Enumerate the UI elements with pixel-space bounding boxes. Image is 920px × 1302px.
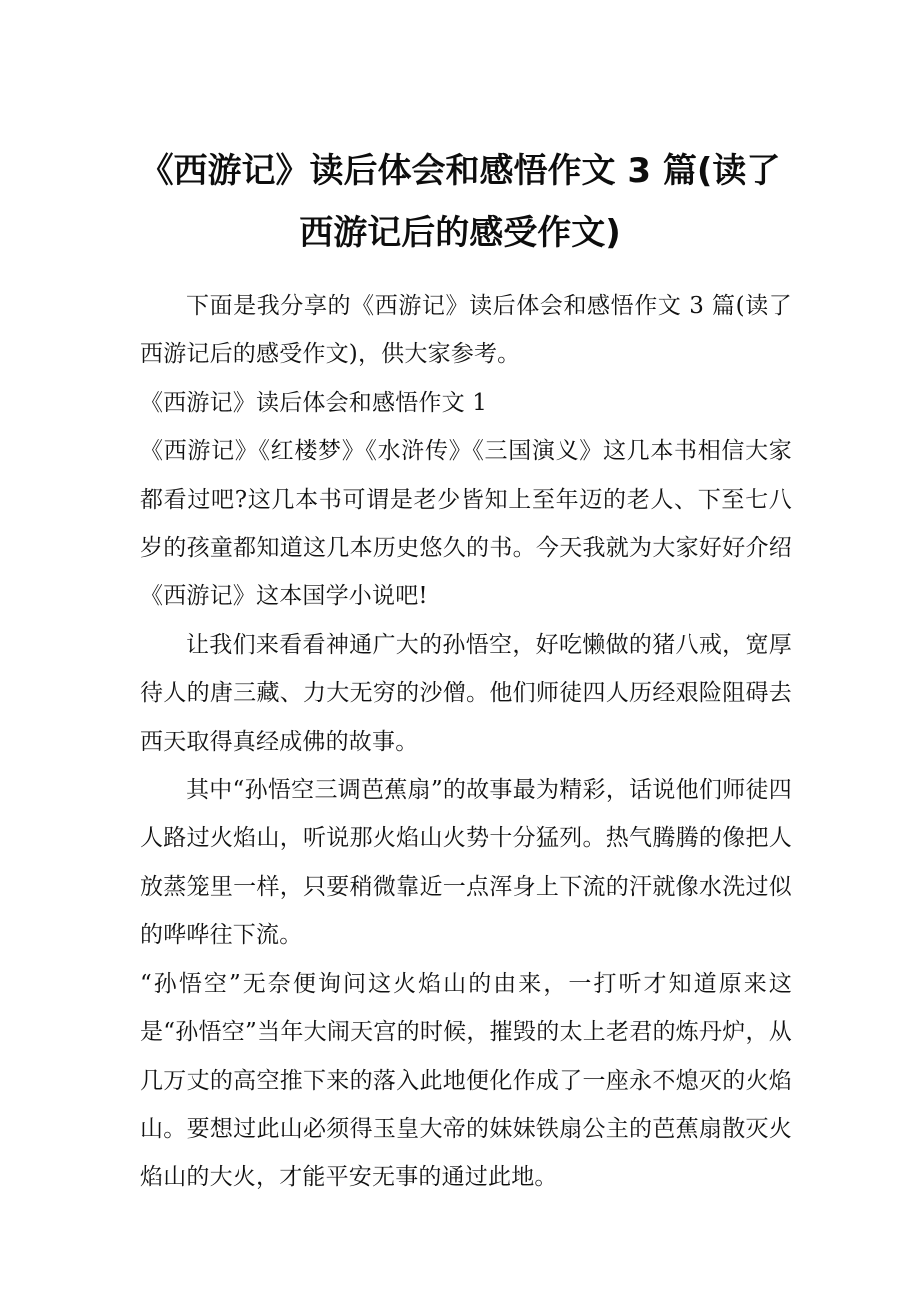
title-line-1: 《西游记》读后体会和感悟作文 3 篇(读了 [139,151,781,191]
document-body [140,282,792,1202]
body-paragraph: 其中“孙悟空三调芭蕉扇”的故事最为精彩，话说他们师徒四人路过火焰山，听说那火焰山火势十分猛列。热气腾腾的像把人放蒸笼里一样，只要稍微靠近一点浑身上下流的汗就像水洗过似的哗哗往下流。 [140,777,792,949]
section-heading: 《西游记》读后体会和感悟作文 1 [140,389,488,416]
body-paragraph: 《西游记》《红楼梦》《水浒传》《三国演义》这几本书相信大家都看过吧?这几本书可谓是老少皆知上至年迈的老人、下至七八岁的孩童都知道这几本历史悠久的书。今天我就为大家好好介绍《西游记》这本国学小说吧! [140,438,792,610]
body-paragraph: 让我们来看看神通广大的孙悟空，好吃懒做的猪八戒，宽厚待人的唐三藏、力大无穷的沙僧。他们师徒四人历经艰险阻碍去西天取得真经成佛的故事。 [140,631,792,755]
title-line-2: 西游记后的感受作文) [299,213,621,253]
intro-paragraph: 下面是我分享的《西游记》读后体会和感悟作文 3 篇(读了西游记后的感受作文)，供大家参考。 [140,293,792,368]
body-paragraph: “孙悟空”无奈便询问这火焰山的由来，一打听才知道原来这是“孙悟空”当年大闹天宫的时候，摧毁的太上老君的炼丹炉，从几万丈的高空推下来的落入此地便化作成了一座永不熄灭的火焰山。要想过此山必须得玉皇大帝的妹妹铁扇公主的芭蕉扇散灭火焰山的大火，才能平安无事的通过此地。 [140,970,792,1191]
document-title [100,140,820,264]
